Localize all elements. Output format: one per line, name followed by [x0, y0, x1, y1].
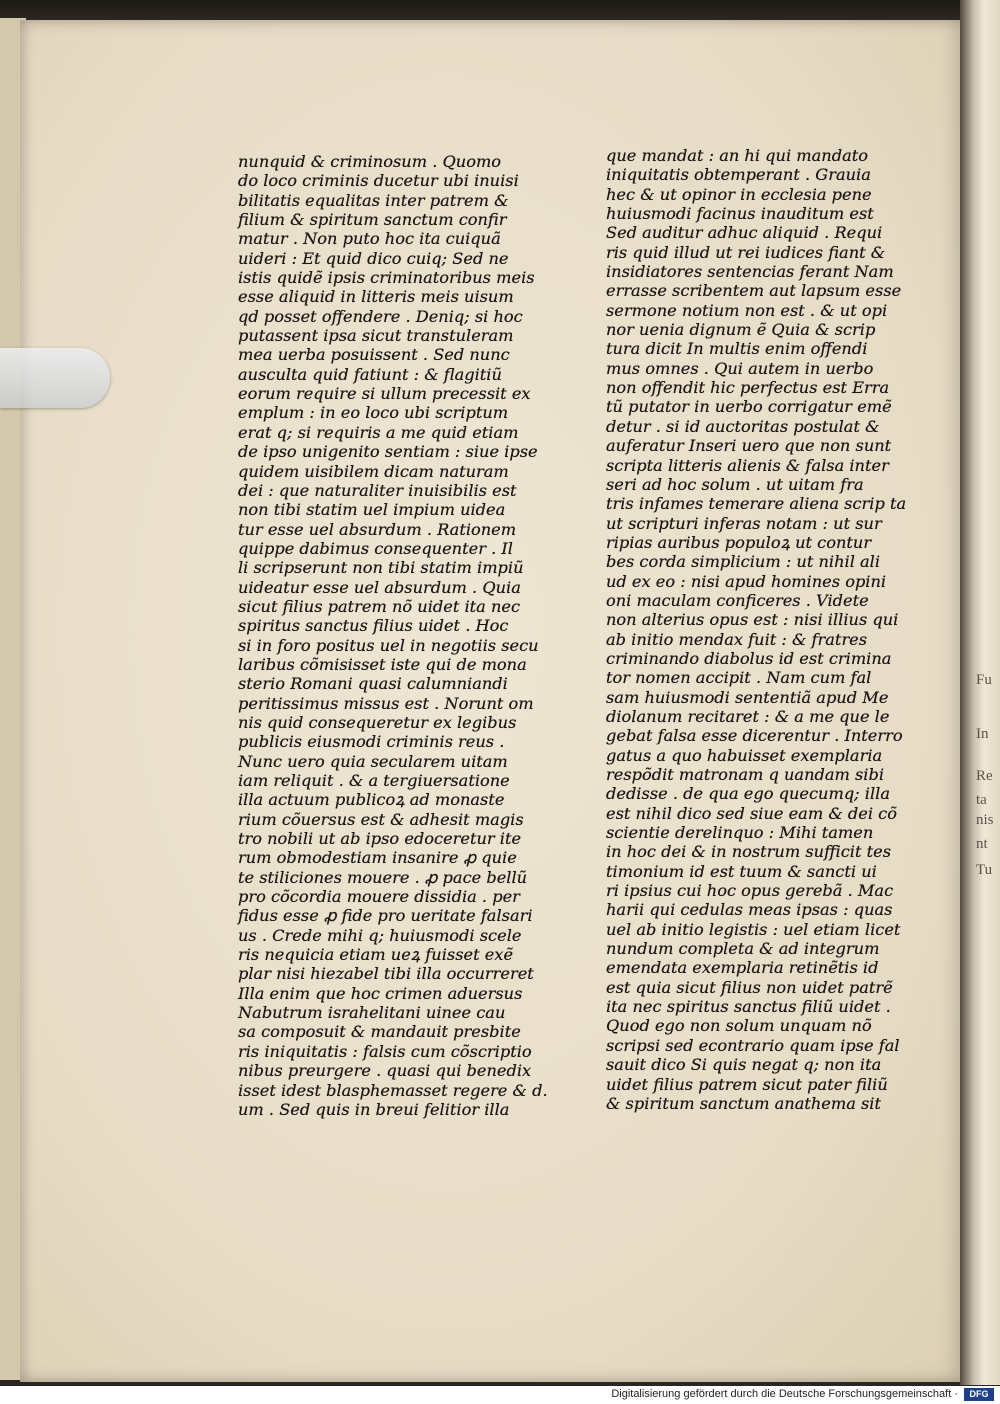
text-line: Illa enim que hoc crimen aduersus — [238, 983, 523, 1003]
text-line: ud ex eo : nisi apud homines opini — [606, 571, 887, 591]
footer-credit-text: Digitalisierung gefördert durch die Deutsche Forschungsgemeinschaft · — [611, 1388, 958, 1400]
text-line: scientie derelinquo : Mihi tamen — [606, 823, 874, 843]
text-line: bes corda simplicium : ut nihil ali — [606, 552, 881, 572]
text-line: huiusmodi facinus inauditum est — [606, 204, 874, 224]
text-line: istis quidẽ ipsis criminatoribus meis — [238, 268, 535, 288]
text-line: harii qui cedulas meas ipsas : quas — [606, 900, 893, 920]
text-line: est quia sicut filius non uidet patrẽ — [606, 977, 893, 997]
text-line: te stiliciones mouere . ꝓ pace bellũ — [238, 867, 528, 887]
text-line: uideatur esse uel absurdum . Quia — [238, 577, 521, 597]
text-line: mus omnes . Qui autem in uerbo — [606, 358, 874, 378]
text-line: que mandat : an hi qui mandato — [606, 146, 868, 165]
text-line: rum obmodestiam insanire ꝓ quie — [238, 848, 517, 868]
text-line: nunquid & criminosum . Quomo — [238, 152, 502, 171]
text-line: nor uenia dignum ẽ Quia & scrip — [606, 320, 876, 340]
text-line: iam reliquit . & a tergiuersatione — [238, 771, 510, 790]
text-line: pro cõcordia mouere dissidia . per — [238, 887, 520, 907]
text-line: dei : que naturaliter inuisibilis est — [238, 480, 517, 500]
text-line: ris iniquitatis : falsis cum cõscriptio — [238, 1041, 532, 1061]
text-line: tor nomen accipit . Nam cum fal — [606, 668, 872, 688]
facing-page-fragment: Tu — [976, 862, 993, 878]
text-line: de ipso unigenito sentiam : siue ipse — [238, 442, 538, 462]
text-line: isset idest blasphemasset regere & d. — [238, 1080, 548, 1100]
text-line: rium cõuersus est & adhesit magis — [238, 809, 524, 829]
text-line: est nihil dico sed siue eam & dei cõ — [606, 803, 897, 823]
text-line: si in foro positus uel in negotiis secu — [238, 635, 539, 655]
facing-page-fragment: Fu — [976, 672, 992, 688]
text-line: oni maculam conficeres . Videte — [606, 590, 869, 610]
text-line: sermone notium non est . & ut opi — [606, 300, 888, 320]
text-line: quippe dabimus consequenter . Il — [238, 538, 513, 558]
dfg-logo: DFG — [964, 1388, 994, 1401]
text-line: seri ad hoc solum . ut uitam fra — [606, 474, 864, 494]
text-line: nis quid consequeretur ex legibus — [238, 712, 517, 732]
text-line: gebat falsa esse dicerentur . Interro — [606, 726, 903, 746]
right-text-column — [606, 146, 906, 1113]
text-line: laribus cõmisisset iste qui de mona — [238, 654, 527, 674]
text-line: emendata exemplaria retinẽtis id — [606, 958, 879, 978]
facing-page-fragment: nt — [976, 836, 988, 852]
text-line: tur esse uel absurdum . Rationem — [238, 519, 517, 539]
text-line: illa actuum publicoꝝ ad monaste — [238, 790, 505, 810]
text-line: plar nisi hiezabel tibi illa occurreret — [238, 964, 534, 984]
bookmark-strip — [0, 348, 110, 408]
text-line: dedisse . de qua ego quecumq; illa — [606, 784, 890, 804]
text-line: sicut filius patrem nõ uidet ita nec — [238, 596, 521, 616]
text-line: auferatur Inseri uero que non sunt — [606, 436, 892, 456]
text-line: ri ipsius cui hoc opus gerebã . Mac — [606, 881, 894, 901]
text-line: ris nequicia etiam ueꝝ fuisset exẽ — [238, 945, 514, 965]
text-line: li scripserunt non tibi statim impiũ — [238, 558, 524, 578]
text-line: bilitatis equalitas inter patrem & — [238, 190, 509, 210]
text-line: scripsi sed econtrario quam ipse fal — [606, 1035, 900, 1055]
text-line: ut scripturi inferas notam : ut sur — [606, 513, 882, 533]
text-line: fidus esse ꝓ fide pro ueritate falsari — [238, 906, 533, 926]
text-line: emplum : in eo loco ubi scriptum — [238, 403, 509, 423]
text-line: non alterius opus est : nisi illius qui — [606, 610, 899, 630]
text-line: um . Sed quis in breui felitior illa — [238, 1099, 510, 1119]
text-line: timonium id est tuum & sancti ui — [606, 861, 877, 881]
text-line: non offendit hic perfectus est Erra — [606, 378, 890, 398]
text-line: tro nobili ut ab ipso edoceretur ite — [238, 829, 522, 849]
text-line: matur . Non puto hoc ita cuiquã — [238, 229, 501, 249]
text-line: ausculta quid fatiunt : & flagitiũ — [238, 364, 502, 384]
text-line: qd posset offendere . Deniq; si hoc — [238, 306, 523, 326]
text-line: tũ putator in uerbo corrigatur emẽ — [606, 397, 892, 417]
facing-page-fragment: In — [976, 726, 989, 742]
text-line: eorum require si ullum precessit ex — [238, 384, 531, 404]
text-line: & spiritum sanctum anathema sit — [606, 1093, 881, 1113]
text-line: peritissimus missus est . Norunt om — [238, 693, 534, 713]
facing-page-fragment: nis — [976, 812, 994, 828]
text-line: sa composuit & mandauit presbite — [238, 1022, 521, 1042]
text-line: Nabutrum israhelitani uinee cau — [238, 1003, 506, 1023]
text-line: nibus preurgere . quasi qui benedix — [238, 1061, 532, 1081]
text-line: esse aliquid in litteris meis uisum — [238, 287, 514, 307]
text-line: respõdit matronam q uandam sibi — [606, 765, 885, 784]
text-line: erat q; si requiris a me quid etiam — [238, 422, 519, 442]
text-line: ripias auribus populoꝝ ut contur — [606, 532, 872, 552]
text-line: sam huiusmodi sententiã apud Me — [606, 687, 889, 707]
text-line: spiritus sanctus filius uidet . Hoc — [238, 616, 509, 636]
text-line: diolanum recitaret : & a me que le — [606, 706, 890, 726]
text-line: publicis eiusmodi criminis reus . — [238, 732, 505, 752]
text-line: do loco criminis ducetur ubi inuisi — [238, 171, 519, 191]
text-line: scripta litteris alienis & falsa inter — [606, 455, 889, 475]
text-line: non tibi statim uel impium uidea — [238, 500, 506, 520]
text-line: ab initio mendax fuit : & fratres — [606, 629, 868, 649]
text-line: sterio Romani quasi calumniandi — [238, 674, 508, 694]
facing-page-fragment: ta — [976, 792, 987, 808]
text-line: filium & spiritum sanctum confir — [238, 210, 507, 230]
text-line: us . Crede mihi q; huiusmodi scele — [238, 925, 522, 945]
text-line: putassent ipsa sicut transtuleram — [238, 326, 514, 346]
text-line: uel ab initio legistis : uel etiam licet — [606, 919, 901, 939]
text-line: ita nec spiritus sanctus filiũ uidet . — [606, 997, 891, 1017]
text-line: tris infames temerare aliena scrip ta — [606, 494, 907, 514]
text-line: detur . si id auctoritas postulat & — [606, 416, 880, 436]
text-line: uidet filius patrem sicut pater filiũ — [606, 1074, 888, 1094]
text-line: Sed auditur adhuc aliquid . Requi — [606, 223, 883, 243]
text-line: hec & ut opinor in ecclesia pene — [606, 184, 872, 204]
left-text-column — [238, 152, 548, 1119]
text-line: tura dicit In multis enim offendi — [606, 339, 868, 359]
text-line: gatus a quo habuisset exemplaria — [606, 745, 883, 765]
text-line: errasse scribentem aut lapsum esse — [606, 281, 902, 301]
text-line: Quod ego non solum unquam nõ — [606, 1016, 872, 1036]
text-line: criminando diabolus id est crimina — [606, 648, 892, 668]
text-line: nundum completa & ad integrum — [606, 939, 880, 959]
facing-page-fragment: Re — [976, 768, 993, 784]
text-line: ris quid illud ut rei iudices fiant & — [606, 242, 886, 262]
text-line: uideri : Et quid dico cuiq; Sed ne — [238, 248, 509, 268]
text-line: quidem uisibilem dicam naturam — [238, 461, 509, 481]
text-line: in hoc dei & in nostrum sufficit tes — [606, 842, 892, 862]
text-line: mea uerba posuissent . Sed nunc — [238, 345, 510, 365]
facing-page-gutter — [960, 0, 1000, 1385]
text-line: iniquitatis obtemperant . Grauia — [606, 165, 871, 185]
text-line: sauit dico Si quis negat q; non ita — [606, 1055, 882, 1075]
text-line: insidiatores sentencias ferant Nam — [606, 262, 894, 282]
text-line: Nunc uero quia secularem uitam — [238, 751, 508, 771]
